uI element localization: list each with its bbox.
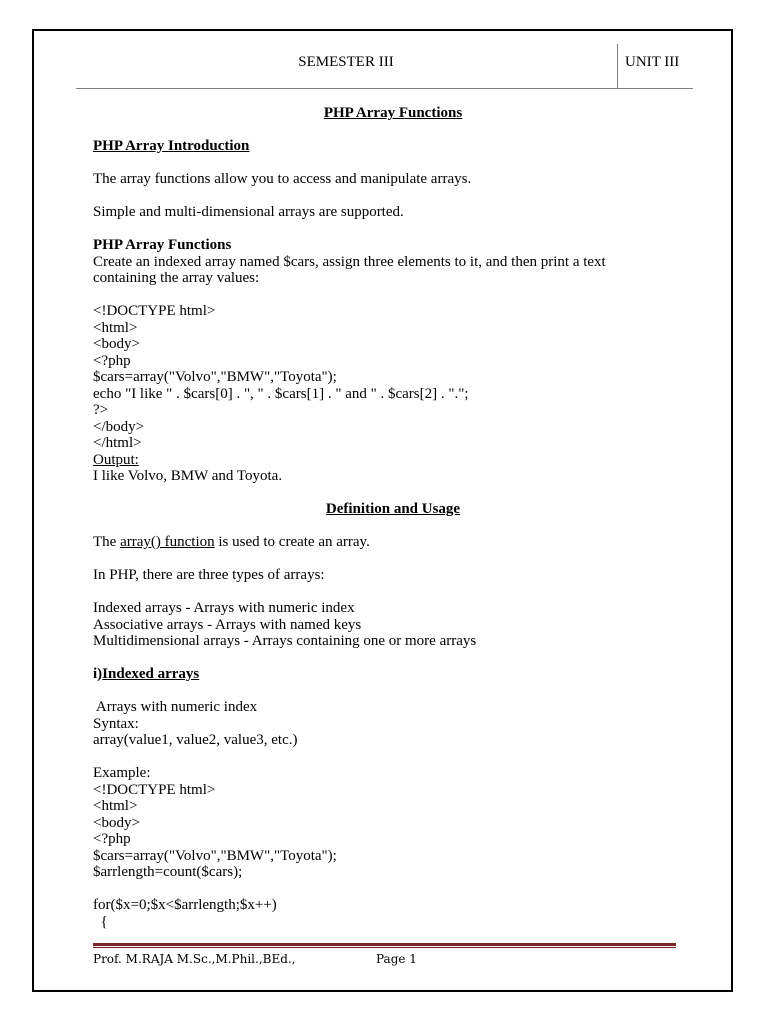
code-line-loop: for($x=0;$x<$arrlength;$x++) bbox=[93, 897, 277, 913]
document-body bbox=[93, 105, 693, 930]
output-label: Output: bbox=[93, 451, 139, 468]
code-line: $cars=array("Volvo","BMW","Toyota"); bbox=[93, 369, 337, 385]
definition-pre: The bbox=[93, 534, 121, 550]
syntax-label: Syntax: bbox=[93, 715, 139, 732]
footer-rule-thin bbox=[93, 947, 676, 948]
definition-post: is used to create an array. bbox=[214, 534, 370, 550]
code-line: <body> bbox=[93, 336, 140, 352]
page-title: PHP Array Functions bbox=[323, 105, 463, 121]
type-item: Indexed arrays - Arrays with numeric index bbox=[93, 600, 355, 616]
header-unit: UNIT III bbox=[625, 54, 680, 70]
indexed-desc: Arrays with numeric index bbox=[93, 699, 258, 715]
code-line: <?php bbox=[93, 352, 131, 369]
code-line: $cars=array("Volvo","BMW","Toyota"); bbox=[93, 847, 337, 864]
code-line: <?php bbox=[93, 831, 131, 847]
indexed-prefix: i) bbox=[93, 666, 103, 682]
code-line: <html> bbox=[93, 319, 138, 336]
code-line: <html> bbox=[93, 798, 138, 814]
code-block-1 bbox=[93, 303, 693, 452]
code-line: <body> bbox=[93, 814, 140, 831]
footer-page-number: Page 1 bbox=[376, 952, 417, 966]
code-line: <!DOCTYPE html> bbox=[93, 303, 216, 319]
example-label: Example: bbox=[93, 765, 151, 781]
intro-paragraph-1: The array functions allow you to access and manipulate arrays. bbox=[93, 171, 472, 187]
code-line: </html> bbox=[93, 435, 142, 451]
code-line: <!DOCTYPE html> bbox=[93, 781, 216, 798]
code-line: $arrlength=count($cars); bbox=[93, 864, 243, 880]
footer-author: Prof. M.RAJA M.Sc.,M.Phil.,BEd., bbox=[93, 952, 296, 966]
syntax-text: array(value1, value2, value3, etc.) bbox=[93, 732, 298, 748]
indexed-heading bbox=[93, 666, 693, 683]
header-divider bbox=[617, 44, 618, 88]
footer-rule bbox=[93, 943, 676, 946]
types-intro: In PHP, there are three types of arrays: bbox=[93, 567, 325, 583]
intro-heading: PHP Array Introduction bbox=[93, 138, 250, 154]
header-semester: SEMESTER III bbox=[298, 54, 394, 70]
functions-desc-line-1: Create an indexed array named $cars, assign three elements to it, and then print a text bbox=[93, 253, 606, 270]
header-rule bbox=[76, 88, 693, 89]
type-item: Multidimensional arrays - Arrays containing one or more arrays bbox=[93, 633, 477, 649]
code-line: echo "I like " . $cars[0] . ", " . $cars[1] . " and " . $cars[2] . "."; bbox=[93, 385, 469, 402]
indexed-title: Indexed arrays bbox=[102, 666, 200, 682]
type-item: Associative arrays - Arrays with named keys bbox=[93, 616, 362, 633]
code-block-2 bbox=[93, 782, 693, 881]
code-line-brace: { bbox=[93, 913, 108, 930]
code-line: ?> bbox=[93, 402, 109, 418]
intro-paragraph-2: Simple and multi-dimensional arrays are supported. bbox=[93, 204, 404, 220]
functions-heading: PHP Array Functions bbox=[93, 237, 232, 253]
definition-paragraph bbox=[93, 534, 693, 551]
functions-desc-line-2: containing the array values: bbox=[93, 270, 260, 286]
code-line: </body> bbox=[93, 418, 145, 435]
definition-heading: Definition and Usage bbox=[325, 501, 461, 517]
output-text: I like Volvo, BMW and Toyota. bbox=[93, 468, 283, 484]
array-function-link[interactable]: array() function bbox=[120, 534, 215, 550]
